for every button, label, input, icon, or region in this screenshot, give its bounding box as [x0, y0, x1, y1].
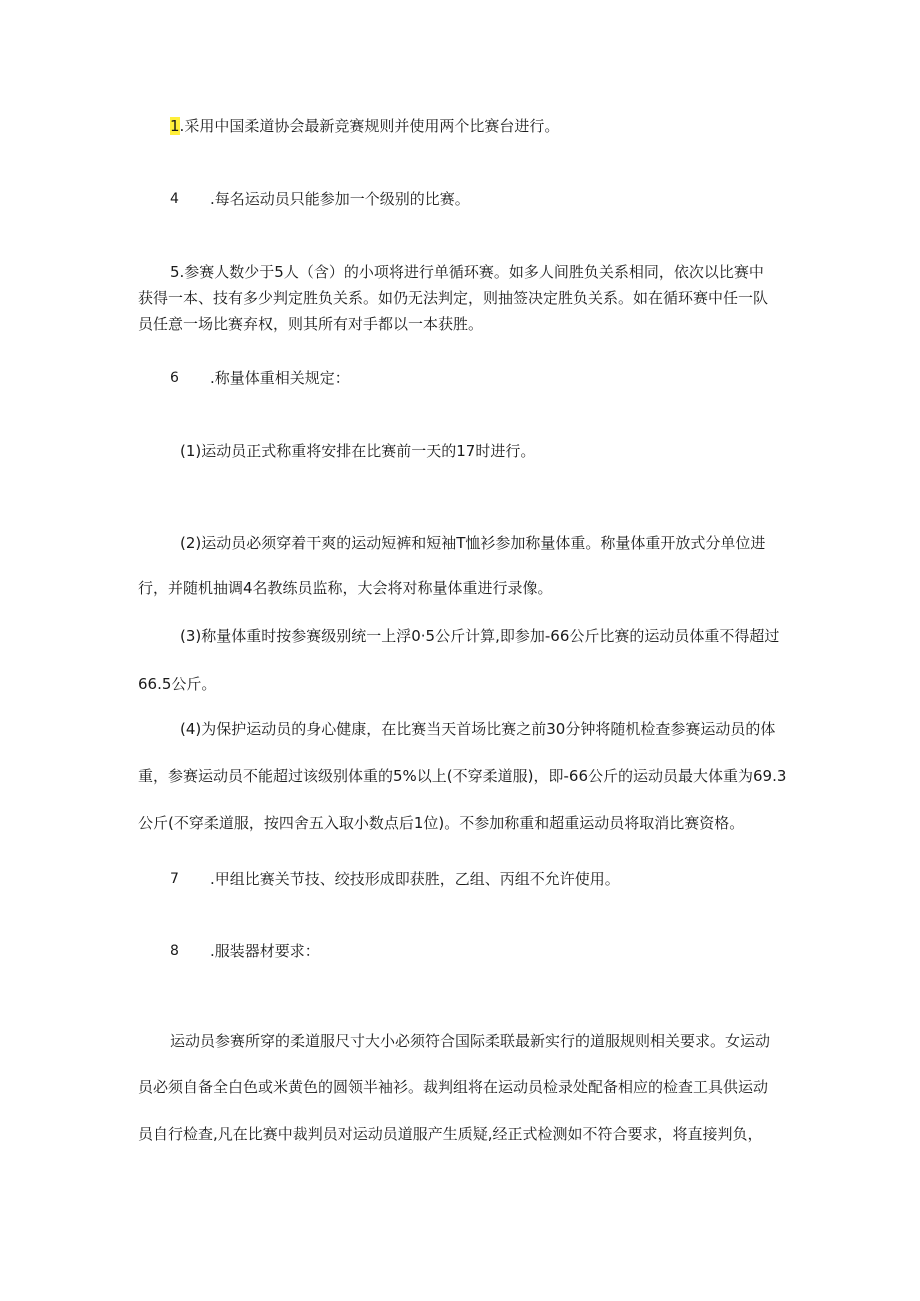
item-1 [170, 116, 559, 136]
item-7-number: 7 [170, 871, 179, 887]
item-8-text: .服装器材要求： [210, 942, 320, 960]
item-6-sub-3-line-1: (3)称量体重时按参赛级别统一上浮0·5公斤计算,即参加-66公斤比赛的运动员体重不得超过 [180, 627, 780, 645]
item-6-sub-4-line-1: (4)为保护运动员的身心健康，在比赛当天首场比赛之前30分钟将随机检查参赛运动员的体 [180, 720, 776, 738]
item-4-text: .每名运动员只能参加一个级别的比赛。 [210, 190, 470, 208]
item-1-text: .采用中国柔道协会最新竞赛规则并使用两个比赛台进行。 [179, 117, 560, 135]
item-4-number: 4 [170, 191, 179, 207]
item-5-line-2: 获得一本、技有多少判定胜负关系。如仍无法判定，则抽签决定胜负关系。如在循环赛中任一队 [138, 289, 769, 307]
item-6-sub-4-line-2: 重，参赛运动员不能超过该级别体重的5%以上(不穿柔道服)，即-66公斤的运动员最大体重为69.3 [138, 767, 787, 785]
item-8-number: 8 [170, 943, 179, 959]
item-6-sub-2-line-1: (2)运动员必须穿着干爽的运动短裤和短袖T恤衫参加称量体重。称量体重开放式分单位进 [180, 534, 766, 552]
item-5-line-3: 员任意一场比赛弃权，则其所有对手都以一本获胜。 [138, 315, 484, 333]
item-6-text: .称量体重相关规定： [210, 369, 350, 387]
item-8-para-line-2: 员必须自备全白色或米黄色的圆领半袖衫。裁判组将在运动员检录处配备相应的检查工具供运动 [138, 1078, 769, 1096]
item-7-text: .甲组比赛关节技、绞技形成即获胜，乙组、丙组不允许使用。 [210, 870, 620, 888]
item-6-sub-1: (1)运动员正式称重将安排在比赛前一天的17时进行。 [180, 442, 536, 460]
item-6-sub-3-line-2: 66.5公斤。 [138, 675, 217, 693]
item-6-sub-4-line-3: 公斤(不穿柔道服，按四舍五入取小数点后1位)。不参加称重和超重运动员将取消比赛资格。 [138, 814, 745, 832]
item-6-sub-2-line-2: 行，并随机抽调4名教练员监称，大会将对称量体重进行录像。 [138, 579, 553, 597]
item-8-para-line-3: 员自行检查,凡在比赛中裁判员对运动员道服产生质疑,经正式检测如不符合要求，将直接判负， [138, 1125, 763, 1143]
item-5-line-1: 5.参赛人数少于5人（含）的小项将进行单循环赛。如多人间胜负关系相同，依次以比赛中 [170, 263, 764, 281]
item-8-para-line-1: 运动员参赛所穿的柔道服尺寸大小必须符合国际柔联最新实行的道服规则相关要求。女运动 [170, 1032, 771, 1050]
highlighted-number: 1 [170, 117, 180, 135]
item-6-number: 6 [170, 370, 179, 386]
